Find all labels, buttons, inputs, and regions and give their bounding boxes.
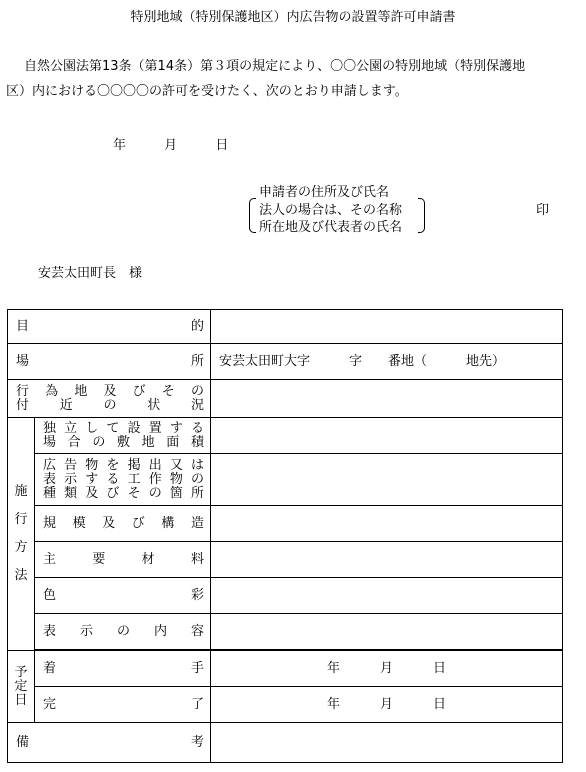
field-scale[interactable] [211, 506, 563, 542]
field-remarks[interactable] [211, 723, 563, 763]
label-char: 手 [190, 660, 204, 676]
field-color[interactable] [211, 578, 563, 614]
label-char: 色 [43, 587, 57, 603]
label-char: 構 [161, 515, 175, 531]
label-char: 出 [148, 457, 162, 473]
label-char: 種 [43, 485, 57, 501]
label-color [35, 578, 211, 614]
field-site-status[interactable] [211, 380, 563, 418]
field-finish-date[interactable] [211, 687, 563, 723]
label-char: 及 [102, 515, 116, 531]
label-char: る [190, 420, 204, 436]
label-char: す [169, 420, 183, 436]
label-char: 近 [59, 397, 73, 413]
label-start [35, 651, 211, 687]
row-material [8, 542, 563, 578]
start-day: 日 [433, 660, 447, 676]
label-char: 敷 [116, 434, 130, 450]
label-char: 置 [148, 420, 162, 436]
label-char: す [85, 471, 99, 487]
label-char: し [85, 420, 99, 436]
application-form-table [7, 309, 563, 763]
label-site-status [8, 380, 211, 418]
row-scale [8, 506, 563, 542]
label-char: の [92, 434, 106, 450]
label-char: 表 [43, 623, 57, 639]
label-char: 作 [148, 471, 162, 487]
label-char: 表 [43, 471, 57, 487]
label-char: 地 [141, 434, 155, 450]
label-char: の [148, 485, 162, 501]
label-finish [35, 687, 211, 723]
label-char: 工 [127, 471, 141, 487]
field-ad-type[interactable] [211, 454, 563, 506]
label-purpose [8, 310, 211, 344]
label-material [35, 542, 211, 578]
field-location[interactable]: 安芸太田町大字 字 番地（ 地先） [211, 344, 563, 380]
row-color [8, 578, 563, 614]
label-char: 施 [14, 484, 28, 499]
addressee: 安芸太田町長 様 [38, 266, 143, 281]
label-char: 完 [43, 696, 57, 712]
label-char: 及 [103, 383, 117, 399]
body-text-line-1: 自然公園法第13条（第14条）第３項の規定により、〇〇公園の特別地域（特別保護地 [24, 59, 526, 74]
label-ad-type [35, 454, 211, 506]
label-char: 合 [67, 434, 81, 450]
label-char: 了 [190, 696, 204, 712]
left-brace [249, 198, 256, 233]
label-char: 物 [85, 457, 99, 473]
label-char: の [116, 623, 130, 639]
label-char: 独 [43, 420, 57, 436]
label-scale [35, 506, 211, 542]
label-char: 示 [64, 471, 78, 487]
label-char: び [132, 383, 146, 399]
start-year: 年 [326, 660, 340, 676]
label-char: 定 [14, 678, 28, 694]
label-char: は [190, 457, 204, 473]
label-char: 場 [43, 434, 57, 450]
label-char: 考 [190, 734, 204, 750]
label-char: の [103, 397, 117, 413]
label-standalone-area [35, 418, 211, 454]
label-char: 掲 [127, 457, 141, 473]
label-char: 況 [190, 397, 204, 413]
label-char: 及 [85, 485, 99, 501]
label-char: 類 [64, 485, 78, 501]
label-char: そ [161, 383, 175, 399]
row-remarks [8, 723, 563, 763]
label-char: 規 [43, 515, 57, 531]
row-purpose [8, 310, 563, 344]
right-brace [418, 198, 425, 233]
date-month: 月 [164, 138, 178, 153]
label-remarks [8, 723, 211, 763]
label-char: 物 [169, 471, 183, 487]
row-site-status [8, 380, 563, 418]
applicant-label-1: 申請者の住所及び氏名 [259, 185, 390, 200]
row-location [8, 344, 563, 380]
label-char: そ [127, 485, 141, 501]
label-char: を [106, 457, 120, 473]
label-char: 的 [190, 318, 204, 334]
page-title: 特別地域（特別保護地区）内広告物の設置等許可申請書 [130, 10, 456, 25]
label-char: 主 [43, 551, 57, 567]
application-date [113, 134, 228, 153]
label-char: 模 [72, 515, 86, 531]
label-char: 造 [190, 515, 204, 531]
label-char: 料 [190, 551, 204, 567]
label-char: 要 [92, 551, 106, 567]
label-char: る [106, 471, 120, 487]
label-char: 又 [169, 457, 183, 473]
field-content[interactable] [211, 614, 563, 650]
finish-year: 年 [326, 696, 340, 712]
label-char: 為 [45, 383, 59, 399]
label-char: 場 [16, 353, 30, 369]
field-standalone-area[interactable] [211, 418, 563, 454]
label-char: 付 [16, 397, 30, 413]
field-purpose[interactable] [211, 310, 563, 344]
seal-mark: 印 [536, 203, 550, 218]
applicant-label-3: 所在地及び代表者の氏名 [259, 220, 403, 235]
label-char: 状 [147, 397, 161, 413]
label-char: 行 [14, 512, 28, 527]
body-text-line-2: 区）内における〇〇〇〇の許可を受けたく、次のとおり申請します。 [6, 84, 408, 99]
label-location [8, 344, 211, 380]
label-char: 材 [141, 551, 155, 567]
label-content [35, 614, 211, 650]
label-char: 告 [64, 457, 78, 473]
date-day: 日 [215, 138, 229, 153]
row-standalone-area [8, 418, 563, 454]
applicant-label-2: 法人の場合は、その名称 [259, 203, 403, 218]
label-char: 所 [190, 485, 204, 501]
label-schedule-group [8, 651, 35, 723]
label-method-group [8, 418, 35, 651]
field-start-date[interactable] [211, 651, 563, 687]
label-char: 目 [16, 318, 30, 334]
label-char: て [106, 420, 120, 436]
label-char: 容 [190, 623, 204, 639]
finish-month: 月 [379, 696, 393, 712]
label-char: 内 [153, 623, 167, 639]
date-year: 年 [113, 138, 127, 153]
label-char: 面 [166, 434, 180, 450]
label-char: 設 [127, 420, 141, 436]
row-finish [8, 687, 563, 723]
field-material[interactable] [211, 542, 563, 578]
label-char: 所 [190, 353, 204, 369]
label-char: 着 [43, 660, 57, 676]
label-char: 箇 [169, 485, 183, 501]
label-char: 示 [79, 623, 93, 639]
row-ad-type [8, 454, 563, 506]
label-char: 行 [16, 383, 30, 399]
label-char: 積 [190, 434, 204, 450]
row-content [8, 614, 563, 650]
label-char: 立 [64, 420, 78, 436]
label-char: の [190, 471, 204, 487]
label-char: 法 [14, 568, 28, 583]
label-char: び [106, 485, 120, 501]
finish-day: 日 [433, 696, 447, 712]
label-char: 彩 [190, 587, 204, 603]
label-char: 日 [14, 692, 28, 708]
row-start [8, 651, 563, 687]
start-month: 月 [379, 660, 393, 676]
label-char: び [131, 515, 145, 531]
label-char: の [190, 383, 204, 399]
label-char: 広 [43, 457, 57, 473]
label-char: 備 [16, 734, 30, 750]
label-char: 地 [74, 383, 88, 399]
label-char: 予 [14, 664, 28, 680]
label-char: 方 [14, 540, 28, 555]
